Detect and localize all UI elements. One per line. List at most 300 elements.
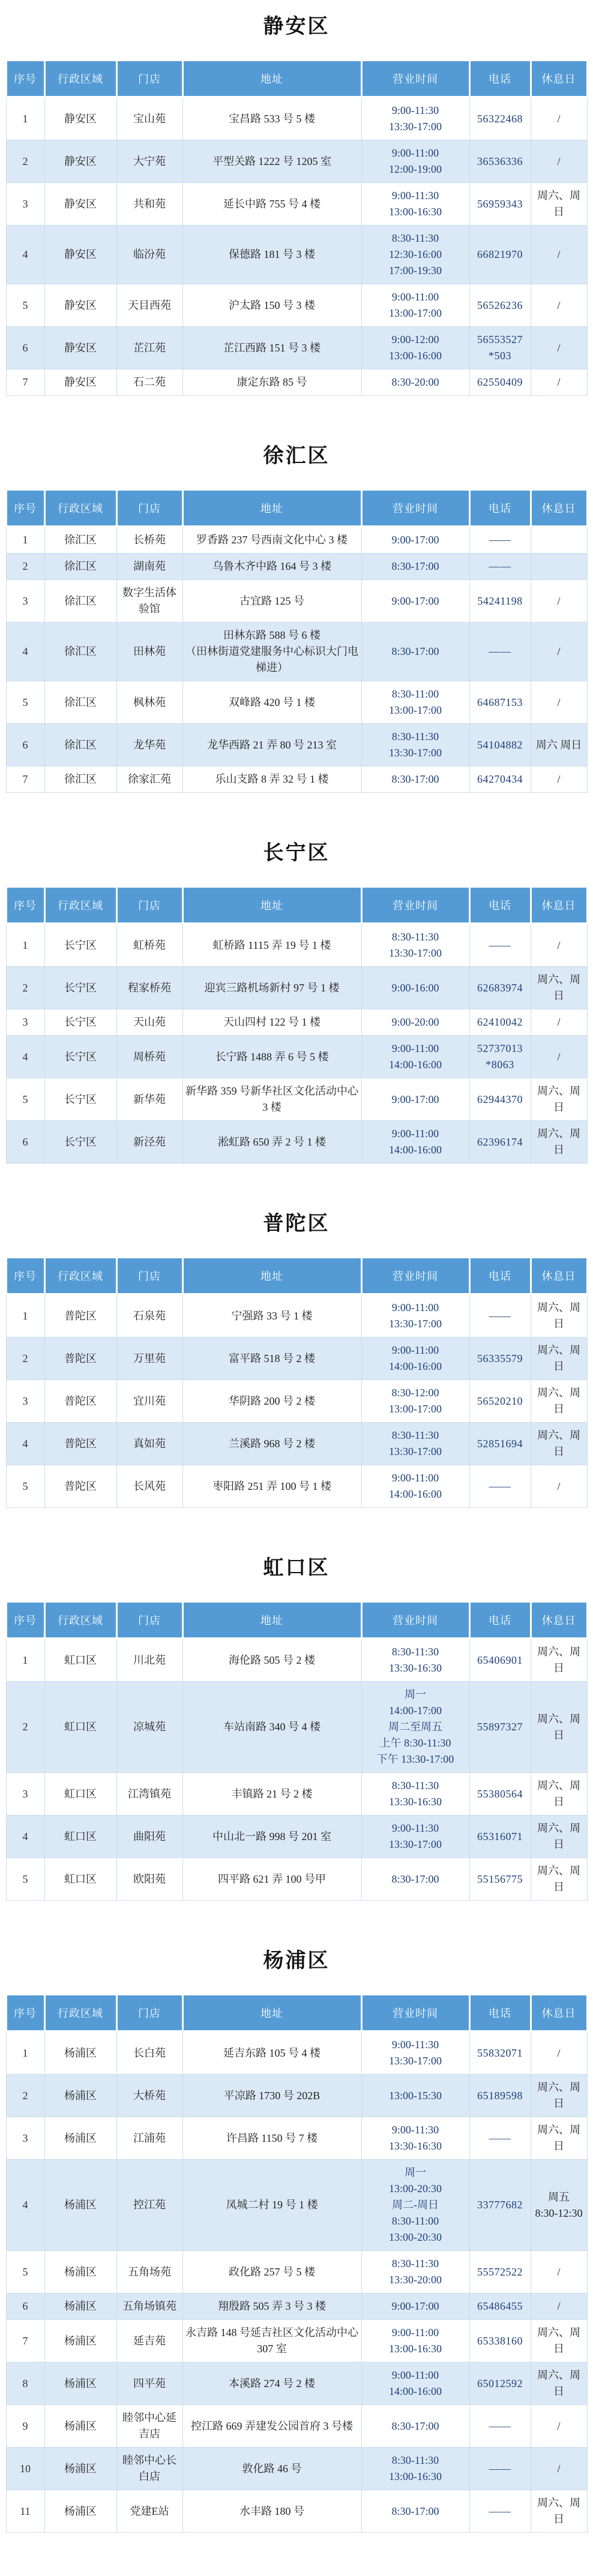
cell-phone: ——: [469, 554, 531, 580]
column-header-district: 行政区域: [44, 1602, 116, 1639]
column-header-phone: 电话: [469, 1995, 531, 2031]
cell-store: 凉城苑: [116, 1682, 182, 1773]
cell-index: 2: [6, 140, 44, 183]
cell-address: 乌鲁木齐中路 164 号 3 楼: [182, 554, 361, 580]
cell-store: 大桥苑: [116, 2075, 182, 2117]
cell-address: 新华路 359 号新华社区文化活动中心 3 楼: [182, 1078, 361, 1121]
cell-address: 许昌路 1150 号 7 楼: [182, 2117, 361, 2160]
column-header-phone: 电话: [469, 1258, 531, 1294]
table-row: [6, 580, 587, 623]
cell-address: 凤城二村 19 号 1 楼: [182, 2160, 361, 2251]
cell-phone: 52737013 *8063: [469, 1036, 531, 1078]
district-section: [0, 439, 593, 793]
column-header-hours: 营业时间: [361, 490, 469, 527]
cell-restday: /: [531, 2294, 587, 2320]
table-row: [6, 1121, 587, 1164]
cell-address: 古宜路 125 号: [182, 580, 361, 623]
column-header-store: 门店: [116, 1995, 182, 2031]
table-row: [6, 1078, 587, 1121]
cell-hours: 8:30-17:00: [361, 2490, 469, 2533]
cell-address: 海伦路 505 号 2 楼: [182, 1639, 361, 1682]
table-row: [6, 327, 587, 369]
column-header-address: 地址: [182, 1258, 361, 1294]
cell-store: 长白苑: [116, 2031, 182, 2075]
cell-address: 长宁路 1488 弄 6 号 5 楼: [182, 1036, 361, 1078]
cell-index: 6: [6, 724, 44, 767]
table-row: [6, 2075, 587, 2117]
cell-district: 杨浦区: [44, 2448, 116, 2490]
cell-phone: 55897327: [469, 1682, 531, 1773]
cell-restday: /: [531, 226, 587, 284]
cell-store: 石二苑: [116, 369, 182, 396]
cell-phone: ——: [469, 2448, 531, 2490]
cell-phone: ——: [469, 1465, 531, 1508]
cell-index: 5: [6, 681, 44, 724]
district-title: 长宁区: [263, 841, 330, 864]
cell-district: 静安区: [44, 140, 116, 183]
cell-district: 虹口区: [44, 1773, 116, 1815]
table-row: [6, 1036, 587, 1078]
table-row: [6, 554, 587, 580]
table-row: [6, 724, 587, 767]
cell-phone: 65406901: [469, 1639, 531, 1682]
cell-index: 6: [6, 1121, 44, 1164]
cell-address: 宁强路 33 号 1 楼: [182, 1294, 361, 1337]
cell-hours: 8:30-11:00 13:00-17:00: [361, 681, 469, 724]
cell-restday: /: [531, 97, 587, 140]
cell-store: 宜川苑: [116, 1380, 182, 1423]
table-row: [6, 97, 587, 140]
table-row: [6, 226, 587, 284]
cell-index: 2: [6, 2075, 44, 2117]
column-header-address: 地址: [182, 490, 361, 527]
cell-restday: 周六、周日: [531, 1423, 587, 1465]
cell-district: 虹口区: [44, 1639, 116, 1682]
cell-address: 芷江西路 151 号 3 楼: [182, 327, 361, 369]
cell-index: 3: [6, 1009, 44, 1036]
district-section: [0, 1944, 593, 2533]
cell-address: 水丰路 180 号: [182, 2490, 361, 2533]
cell-index: 2: [6, 1682, 44, 1773]
cell-restday: 周六、周日: [531, 1078, 587, 1121]
table-row: [6, 369, 587, 396]
cell-district: 杨浦区: [44, 2294, 116, 2320]
column-header-district: 行政区域: [44, 1995, 116, 2031]
cell-store: 湖南苑: [116, 554, 182, 580]
cell-district: 普陀区: [44, 1337, 116, 1380]
cell-restday: /: [531, 2448, 587, 2490]
cell-index: 6: [6, 327, 44, 369]
cell-phone: 64270434: [469, 767, 531, 793]
cell-index: 2: [6, 1337, 44, 1380]
cell-store: 新华苑: [116, 1078, 182, 1121]
table-row: [6, 1380, 587, 1423]
cell-phone: ——: [469, 2490, 531, 2533]
cell-restday: /: [531, 623, 587, 681]
cell-restday: 周六、周日: [531, 2362, 587, 2405]
cell-store: 天山苑: [116, 1009, 182, 1036]
cell-store: 长桥苑: [116, 527, 182, 554]
cell-phone: 55572522: [469, 2251, 531, 2294]
cell-phone: 56322468: [469, 97, 531, 140]
cell-hours: 9:00-11:00 14:00-16:00: [361, 1465, 469, 1508]
cell-store: 石泉苑: [116, 1294, 182, 1337]
cell-address: 永吉路 148 号延吉社区文化活动中心 307 室: [182, 2320, 361, 2362]
column-header-restday: 休息日: [531, 1258, 587, 1294]
cell-district: 静安区: [44, 369, 116, 396]
cell-index: 1: [6, 2031, 44, 2075]
cell-index: 3: [6, 580, 44, 623]
cell-district: 静安区: [44, 183, 116, 226]
district-title: 虹口区: [263, 1556, 330, 1579]
district-section: [0, 10, 593, 396]
table-row: [6, 623, 587, 681]
cell-hours: 9:00-11:00 14:00-16:00: [361, 1036, 469, 1078]
cell-hours: 9:00-12:00 13:00-16:00: [361, 327, 469, 369]
cell-address: 富平路 518 号 2 楼: [182, 1337, 361, 1380]
cell-hours: 8:30-17:00: [361, 2405, 469, 2448]
column-header-store: 门店: [116, 490, 182, 527]
cell-restday: 周六、周日: [531, 1294, 587, 1337]
cell-address: 翔殷路 505 弄 3 号 3 楼: [182, 2294, 361, 2320]
cell-hours: 9:00-17:00: [361, 2294, 469, 2320]
cell-restday: /: [531, 2405, 587, 2448]
column-header-address: 地址: [182, 1995, 361, 2031]
cell-district: 静安区: [44, 327, 116, 369]
table-row: [6, 527, 587, 554]
cell-district: 虹口区: [44, 1682, 116, 1773]
cell-address: 康定东路 85 号: [182, 369, 361, 396]
table-row: [6, 2160, 587, 2251]
table-row: [6, 2294, 587, 2320]
cell-hours: 8:30-11:30 13:30-17:00: [361, 924, 469, 967]
column-header-index: 序号: [6, 490, 44, 527]
column-header-restday: 休息日: [531, 1995, 587, 2031]
cell-hours: 8:30-17:00: [361, 767, 469, 793]
cell-address: 罗香路 237 号西南文化中心 3 楼: [182, 527, 361, 554]
cell-hours: 8:30-17:00: [361, 554, 469, 580]
cell-restday: /: [531, 681, 587, 724]
cell-district: 长宁区: [44, 1009, 116, 1036]
cell-store: 芷江苑: [116, 327, 182, 369]
cell-store: 睦邻中心长白店: [116, 2448, 182, 2490]
column-header-hours: 营业时间: [361, 1602, 469, 1639]
cell-restday: [531, 527, 587, 554]
cell-hours: 周一 13:00-20:30 周二-周日 8:30-11:00 13:00-20:30: [361, 2160, 469, 2251]
cell-store: 新泾苑: [116, 1121, 182, 1164]
column-header-address: 地址: [182, 887, 361, 924]
cell-index: 10: [6, 2448, 44, 2490]
cell-hours: 8:30-17:00: [361, 1858, 469, 1901]
cell-hours: 8:30-11:30 13:30-17:00: [361, 1423, 469, 1465]
column-header-index: 序号: [6, 61, 44, 97]
district-title: 徐汇区: [263, 444, 330, 467]
cell-district: 徐汇区: [44, 527, 116, 554]
cell-hours: 8:30-11:30 12:30-16:00 17:00-19:30: [361, 226, 469, 284]
column-header-hours: 营业时间: [361, 1995, 469, 2031]
cell-address: 乐山支路 8 弄 32 号 1 楼: [182, 767, 361, 793]
column-header-restday: 休息日: [531, 1602, 587, 1639]
cell-hours: 9:00-11:30 13:30-17:00: [361, 1815, 469, 1858]
cell-restday: 周六、周日: [531, 1773, 587, 1815]
cell-index: 5: [6, 1078, 44, 1121]
cell-district: 杨浦区: [44, 2160, 116, 2251]
cell-phone: 56520210: [469, 1380, 531, 1423]
cell-restday: 周六、周日: [531, 1858, 587, 1901]
store-table: [5, 1257, 588, 1508]
cell-district: 虹口区: [44, 1815, 116, 1858]
cell-address: 沪太路 150 号 3 楼: [182, 284, 361, 327]
cell-hours: 9:00-11:00 13:00-16:30: [361, 2320, 469, 2362]
cell-index: 4: [6, 1036, 44, 1078]
cell-address: 虹桥路 1115 弄 19 号 1 楼: [182, 924, 361, 967]
cell-index: 5: [6, 2251, 44, 2294]
cell-phone: 62410042: [469, 1009, 531, 1036]
cell-district: 徐汇区: [44, 623, 116, 681]
cell-hours: 周一 14:00-17:00 周二至周五 上午 8:30-11:30 下午 13:30-17:00: [361, 1682, 469, 1773]
cell-phone: ——: [469, 527, 531, 554]
cell-hours: 9:00-11:00 13:00-17:00: [361, 284, 469, 327]
table-row: [6, 2031, 587, 2075]
cell-index: 3: [6, 183, 44, 226]
cell-district: 杨浦区: [44, 2320, 116, 2362]
cell-hours: 9:00-11:00 14:00-16:00: [361, 1337, 469, 1380]
cell-phone: 65486455: [469, 2294, 531, 2320]
cell-hours: 8:30-11:30 13:30-16:30: [361, 1639, 469, 1682]
column-header-hours: 营业时间: [361, 1258, 469, 1294]
cell-store: 徐家汇苑: [116, 767, 182, 793]
cell-phone: 62396174: [469, 1121, 531, 1164]
cell-restday: 周六、周日: [531, 1337, 587, 1380]
column-header-store: 门店: [116, 887, 182, 924]
cell-district: 杨浦区: [44, 2031, 116, 2075]
cell-store: 数字生活体验馆: [116, 580, 182, 623]
cell-district: 徐汇区: [44, 580, 116, 623]
cell-index: 3: [6, 1773, 44, 1815]
cell-hours: 9:00-11:30 13:30-17:00: [361, 2031, 469, 2075]
cell-phone: 64687153: [469, 681, 531, 724]
table-row: [6, 284, 587, 327]
cell-address: 控江路 669 弄建发公园首府 3 号楼: [182, 2405, 361, 2448]
cell-index: 1: [6, 97, 44, 140]
cell-phone: 65338160: [469, 2320, 531, 2362]
cell-store: 党建E站: [116, 2490, 182, 2533]
column-header-index: 序号: [6, 1995, 44, 2031]
cell-district: 徐汇区: [44, 681, 116, 724]
cell-district: 静安区: [44, 284, 116, 327]
cell-store: 临汾苑: [116, 226, 182, 284]
column-header-phone: 电话: [469, 1602, 531, 1639]
cell-address: 本溪路 274 号 2 楼: [182, 2362, 361, 2405]
cell-phone: ——: [469, 623, 531, 681]
table-row: [6, 1423, 587, 1465]
cell-address: 迎宾三路机场新村 97 号 1 楼: [182, 967, 361, 1009]
cell-hours: 9:00-16:00: [361, 967, 469, 1009]
cell-phone: ——: [469, 2117, 531, 2160]
table-header-row: [6, 1602, 587, 1639]
cell-index: 8: [6, 2362, 44, 2405]
table-row: [6, 1858, 587, 1901]
cell-district: 杨浦区: [44, 2405, 116, 2448]
cell-store: 四平苑: [116, 2362, 182, 2405]
cell-phone: ——: [469, 924, 531, 967]
cell-address: 丰镇路 21 号 2 楼: [182, 1773, 361, 1815]
cell-store: 龙华苑: [116, 724, 182, 767]
cell-address: 四平路 621 弄 100 号甲: [182, 1858, 361, 1901]
cell-index: 5: [6, 1858, 44, 1901]
cell-district: 杨浦区: [44, 2362, 116, 2405]
column-header-phone: 电话: [469, 61, 531, 97]
cell-district: 杨浦区: [44, 2117, 116, 2160]
cell-address: 宝昌路 533 号 5 楼: [182, 97, 361, 140]
cell-phone: ——: [469, 2405, 531, 2448]
column-header-restday: 休息日: [531, 887, 587, 924]
cell-address: 平凉路 1730 号 202B: [182, 2075, 361, 2117]
column-header-store: 门店: [116, 61, 182, 97]
cell-store: 睦邻中心延吉店: [116, 2405, 182, 2448]
table-row: [6, 2448, 587, 2490]
cell-restday: 周六、周日: [531, 2117, 587, 2160]
cell-district: 杨浦区: [44, 2251, 116, 2294]
cell-restday: /: [531, 2251, 587, 2294]
cell-phone: 33777682: [469, 2160, 531, 2251]
cell-district: 普陀区: [44, 1294, 116, 1337]
cell-restday: 周六 周日: [531, 724, 587, 767]
cell-phone: 62550409: [469, 369, 531, 396]
column-header-district: 行政区域: [44, 61, 116, 97]
cell-phone: 65189598: [469, 2075, 531, 2117]
table-row: [6, 1639, 587, 1682]
table-row: [6, 1294, 587, 1337]
cell-index: 7: [6, 2320, 44, 2362]
cell-restday: /: [531, 1009, 587, 1036]
cell-restday: 周六、周日: [531, 183, 587, 226]
column-header-address: 地址: [182, 1602, 361, 1639]
cell-restday: 周六、周日: [531, 967, 587, 1009]
cell-index: 4: [6, 623, 44, 681]
cell-district: 长宁区: [44, 924, 116, 967]
cell-address: 天山四村 122 号 1 楼: [182, 1009, 361, 1036]
cell-address: 政化路 257 号 5 楼: [182, 2251, 361, 2294]
cell-store: 大宁苑: [116, 140, 182, 183]
cell-hours: 8:30-11:30 13:30-20:00: [361, 2251, 469, 2294]
cell-phone: 62683974: [469, 967, 531, 1009]
cell-index: 5: [6, 284, 44, 327]
cell-address: 龙华西路 21 弄 80 号 213 室: [182, 724, 361, 767]
cell-index: 1: [6, 1639, 44, 1682]
cell-hours: 9:00-17:00: [361, 527, 469, 554]
cell-address: 车站南路 340 号 4 楼: [182, 1682, 361, 1773]
cell-restday: /: [531, 2031, 587, 2075]
cell-index: 4: [6, 1815, 44, 1858]
cell-hours: 9:00-17:00: [361, 1078, 469, 1121]
store-table: [5, 59, 588, 396]
cell-restday: /: [531, 327, 587, 369]
table-row: [6, 1009, 587, 1036]
cell-restday: [531, 554, 587, 580]
cell-address: 中山北一路 998 号 201 室: [182, 1815, 361, 1858]
cell-store: 控江苑: [116, 2160, 182, 2251]
cell-hours: 8:30-11:30 13:00-16:30: [361, 2448, 469, 2490]
cell-store: 天目西苑: [116, 284, 182, 327]
cell-restday: 周六、周日: [531, 2075, 587, 2117]
column-header-district: 行政区域: [44, 1258, 116, 1294]
district-title: 杨浦区: [263, 1949, 330, 1972]
cell-address: 延吉东路 105 号 4 楼: [182, 2031, 361, 2075]
column-header-district: 行政区域: [44, 887, 116, 924]
cell-index: 9: [6, 2405, 44, 2448]
cell-store: 虹桥苑: [116, 924, 182, 967]
cell-district: 杨浦区: [44, 2490, 116, 2533]
cell-district: 长宁区: [44, 1078, 116, 1121]
cell-restday: 周六、周日: [531, 1121, 587, 1164]
cell-hours: 8:30-11:30 13:30-16:30: [361, 1773, 469, 1815]
cell-index: 7: [6, 767, 44, 793]
cell-store: 长风苑: [116, 1465, 182, 1508]
table-row: [6, 2362, 587, 2405]
cell-phone: 55380564: [469, 1773, 531, 1815]
cell-address: 兰溪路 968 号 2 楼: [182, 1423, 361, 1465]
cell-store: 共和苑: [116, 183, 182, 226]
cell-district: 长宁区: [44, 967, 116, 1009]
cell-restday: 周五 8:30-12:30: [531, 2160, 587, 2251]
cell-index: 11: [6, 2490, 44, 2533]
cell-district: 静安区: [44, 97, 116, 140]
store-table: [5, 1601, 588, 1901]
cell-index: 4: [6, 2160, 44, 2251]
column-header-index: 序号: [6, 1602, 44, 1639]
store-table: [5, 1994, 588, 2533]
cell-phone: 55832071: [469, 2031, 531, 2075]
cell-address: 田林东路 588 号 6 楼 （田林街道党建服务中心标识大门电梯进）: [182, 623, 361, 681]
cell-hours: 9:00-11:00 14:00-16:00: [361, 1121, 469, 1164]
cell-phone: ——: [469, 1294, 531, 1337]
cell-restday: 周六、周日: [531, 1639, 587, 1682]
cell-store: 江浦苑: [116, 2117, 182, 2160]
column-header-restday: 休息日: [531, 490, 587, 527]
cell-hours: 8:30-17:00: [361, 623, 469, 681]
cell-district: 长宁区: [44, 1121, 116, 1164]
cell-store: 曲阳苑: [116, 1815, 182, 1858]
column-header-district: 行政区域: [44, 490, 116, 527]
cell-store: 江湾镇苑: [116, 1773, 182, 1815]
cell-address: 华阴路 200 号 2 楼: [182, 1380, 361, 1423]
column-header-index: 序号: [6, 887, 44, 924]
cell-address: 淞虹路 650 弄 2 号 1 楼: [182, 1121, 361, 1164]
table-row: [6, 967, 587, 1009]
table-header-row: [6, 61, 587, 97]
cell-hours: 9:00-11:00 13:30-17:00: [361, 1294, 469, 1337]
table-row: [6, 1773, 587, 1815]
cell-address: 保德路 181 号 3 楼: [182, 226, 361, 284]
cell-hours: 8:30-11:30 13:30-17:00: [361, 724, 469, 767]
cell-restday: /: [531, 767, 587, 793]
cell-store: 真如苑: [116, 1423, 182, 1465]
table-header-row: [6, 1995, 587, 2031]
table-row: [6, 1465, 587, 1508]
column-header-address: 地址: [182, 61, 361, 97]
cell-index: 3: [6, 2117, 44, 2160]
cell-district: 杨浦区: [44, 2075, 116, 2117]
table-row: [6, 140, 587, 183]
cell-phone: 56959343: [469, 183, 531, 226]
cell-store: 周桥苑: [116, 1036, 182, 1078]
cell-phone: 55156775: [469, 1858, 531, 1901]
cell-district: 静安区: [44, 226, 116, 284]
table-row: [6, 767, 587, 793]
cell-hours: 9:00-17:00: [361, 580, 469, 623]
cell-hours: 9:00-20:00: [361, 1009, 469, 1036]
